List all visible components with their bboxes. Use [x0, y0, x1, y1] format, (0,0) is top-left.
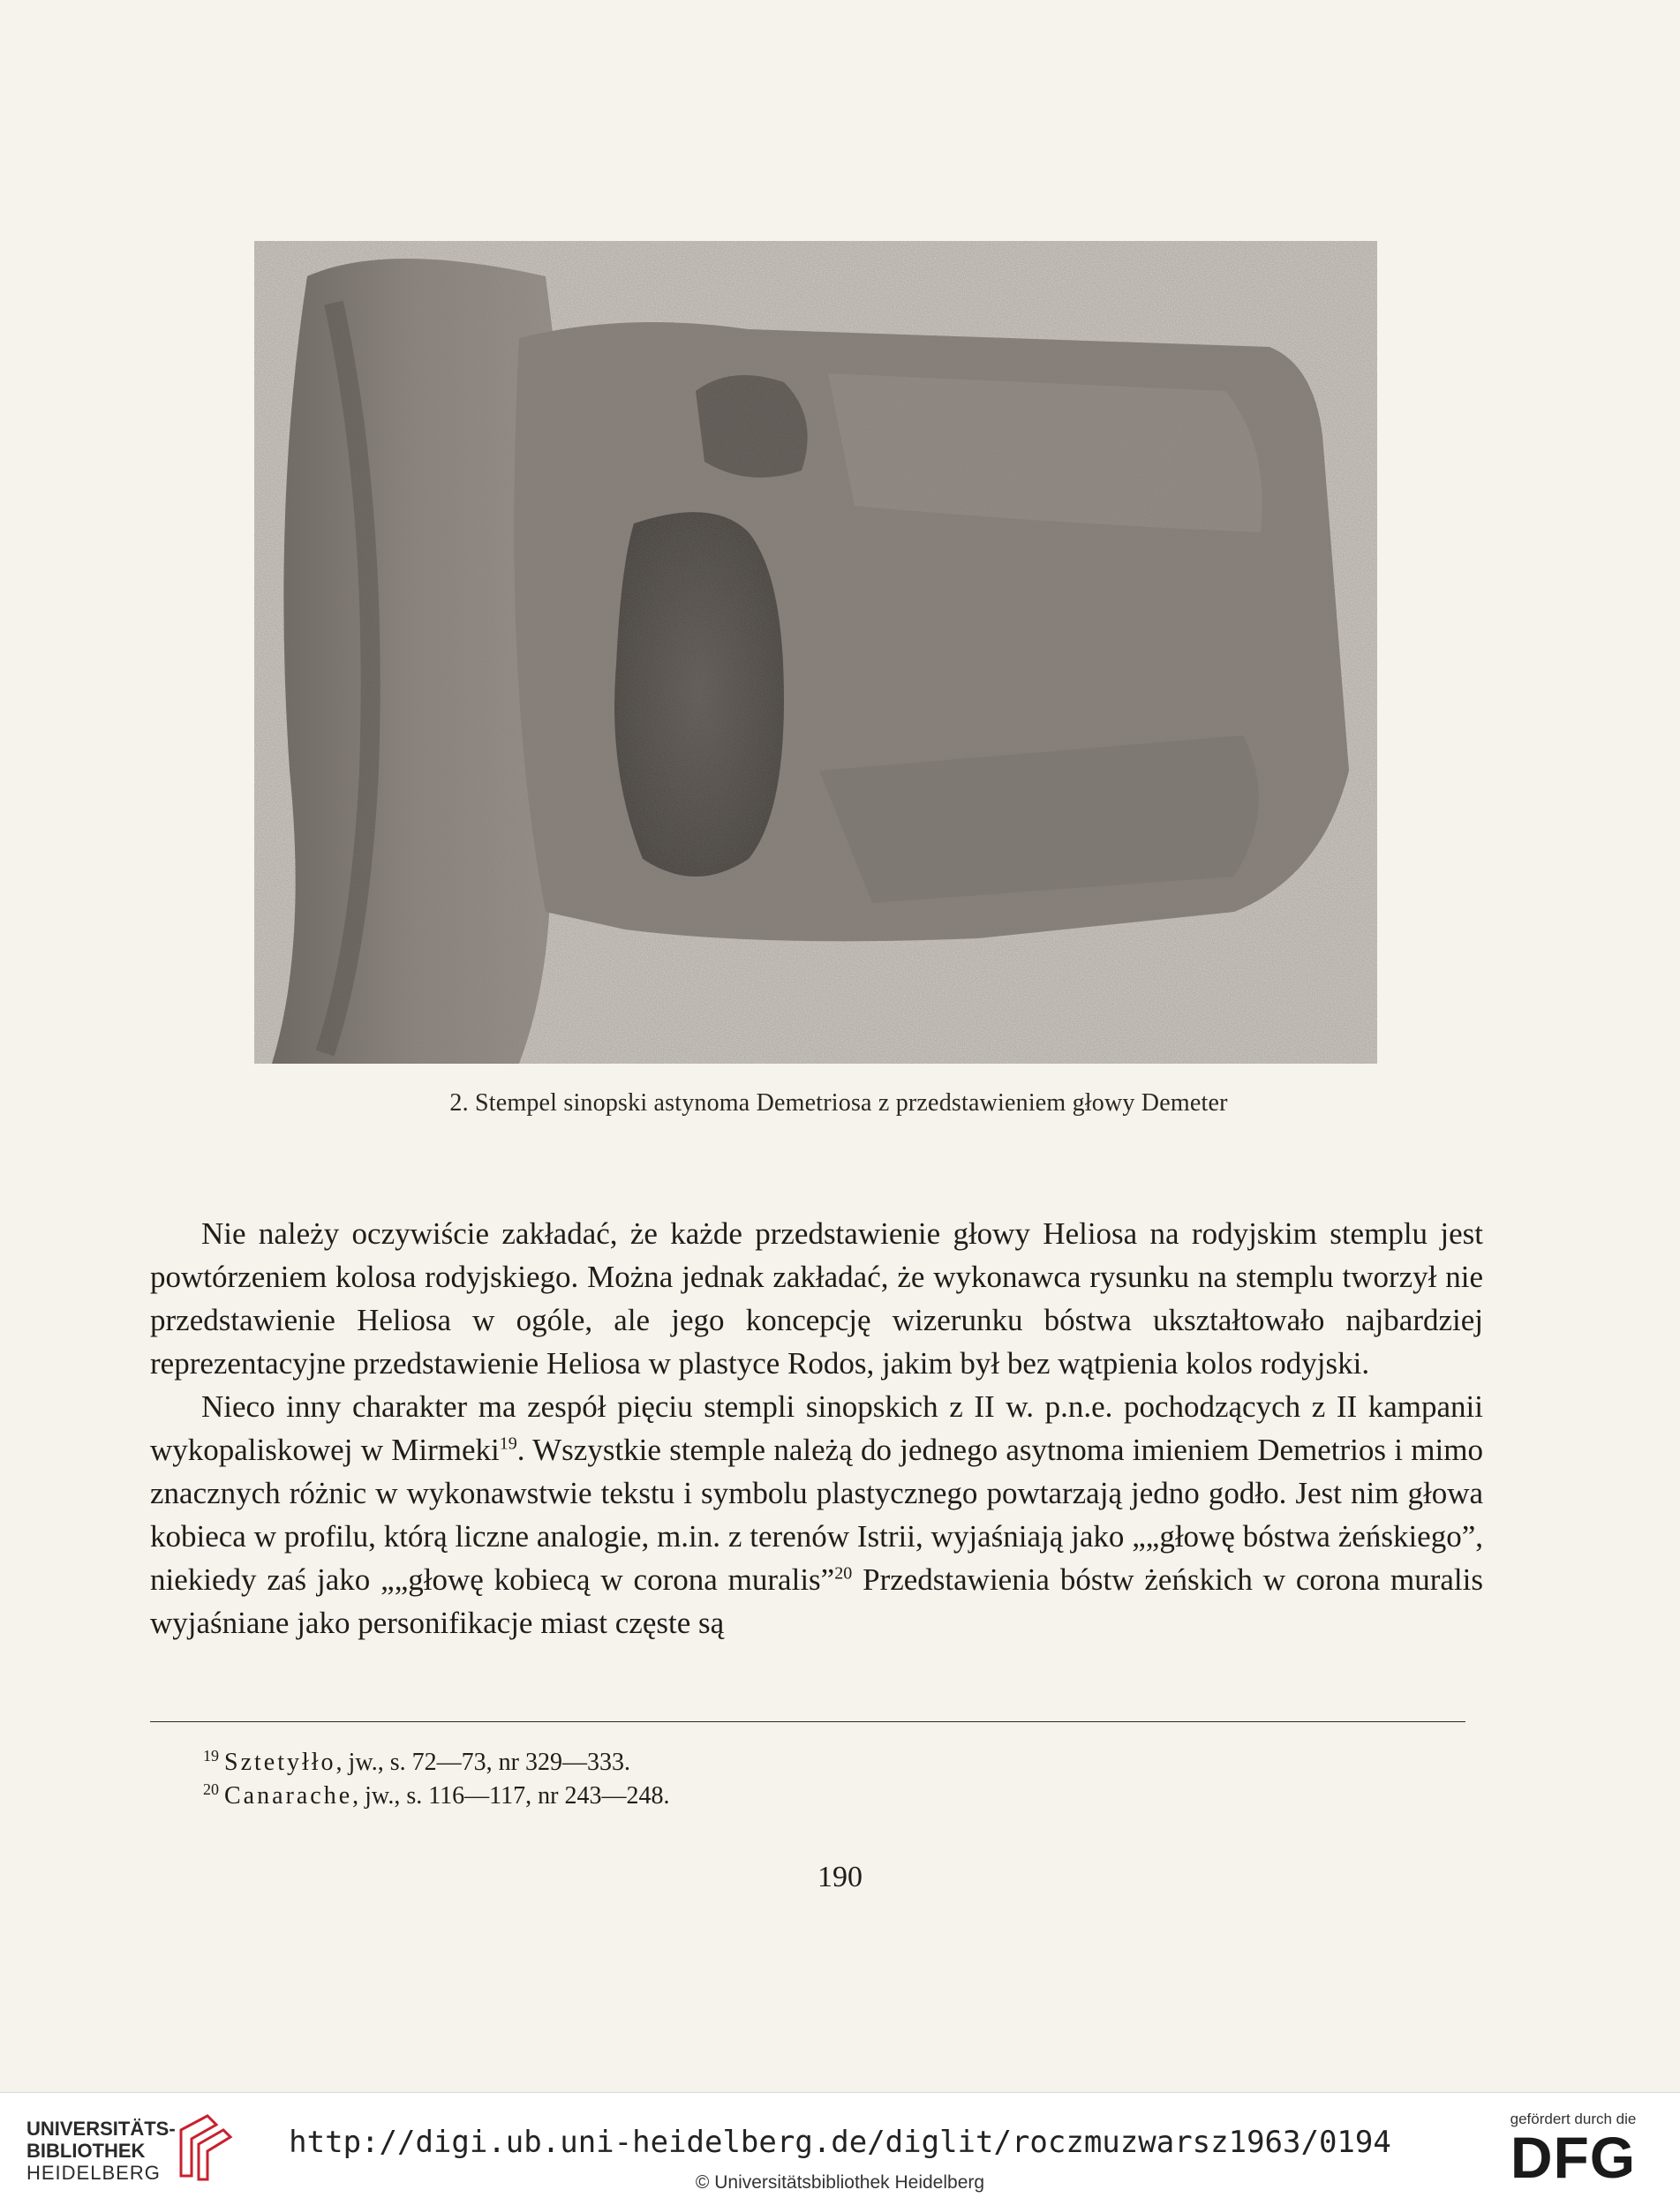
footnote-ref-20[interactable]: 20 [834, 1563, 853, 1584]
figure-caption: 2. Stempel sinopski astynoma Demetriosa z przedstawieniem głowy Demeter [449, 1089, 1228, 1117]
footnote-text: , jw., s. 116—117, nr 243—248. [352, 1782, 670, 1810]
funded-by-label: gefördert durch die [1510, 2111, 1637, 2127]
library-name-line-1: UNIVERSITÄTS- [26, 2118, 176, 2140]
viewer-footer [0, 2092, 1680, 2205]
library-name-line-3: HEIDELBERG [26, 2162, 161, 2184]
footnote-text: , jw., s. 72—73, nr 329—333. [335, 1749, 630, 1776]
stamp-photograph [254, 241, 1377, 1064]
paragraph-2-part-b: . Wszystkie stemple należą do jednego asytnoma imieniem Demetrios i mimo znacznych różnic w wykonawstwie tekstu i symbolu plastycznego powtarzają jedno godło. Jest nim głowa kobieca w profilu, którą liczne analogie, m.in. z terenów Istrii, wyjaśniają jako „„głowę bóstwa żeńskiego”, niekiedy zaś jako „„głowę kobiecą w corona muralis” [150, 1433, 1483, 1597]
footnote-divider [150, 1721, 1465, 1722]
footnote-author: Canarache [224, 1782, 353, 1810]
amphora-handle-stamp-image [254, 241, 1377, 1064]
paragraph-1: Nie należy oczywiście zakładać, że każde przedstawienie głowy Heliosa na rodyjskim stemplu jest powtórzeniem kolosa rodyjskiego. Można jednak zakładać, że wykonawca rysunku na stemplu tworzył nie przedstawienie Heliosa w ogóle, ale jego koncepcję wizerunku bóstwa ukształtowało najbardziej reprezentacyjne przedstawienie Heliosa w plastyce Rodos, jakim był bez wątpienia kolos rodyjski. [150, 1216, 1483, 1381]
dfg-wordmark: DFG [1510, 2125, 1637, 2190]
paragraph-2 [150, 1385, 1483, 1644]
footnote-author: Sztetyłło [224, 1749, 336, 1776]
body-text [150, 1212, 1483, 1644]
paragraph-2-part-a: Nieco inny charakter ma zespół pięciu stempli sinopskich z II w. p.n.e. pochodzących z II kampanii wykopaliskowej w Mirmeki [150, 1389, 1483, 1467]
footnotes [203, 1746, 669, 1813]
permalink-url[interactable]: http://digi.ub.uni-heidelberg.de/diglit/roczmuzwarsz1963/0194 [289, 2125, 1391, 2160]
footnote-19 [203, 1746, 669, 1780]
footnote-20 [203, 1780, 669, 1813]
page-number: 190 [817, 1861, 863, 1893]
footnote-number: 20 [203, 1780, 219, 1798]
footnote-ref-19[interactable]: 19 [499, 1434, 517, 1454]
footnote-number: 19 [203, 1746, 219, 1765]
paragraph-2-part-c: Przedstawienia bóstw żeńskich w corona muralis wyjaśniane jako personifikacje miast częste są [150, 1562, 1483, 1640]
library-name-line-2: BIBLIOTHEK [26, 2140, 146, 2162]
dfg-logo[interactable] [1498, 2111, 1648, 2190]
copyright-notice: © Universitätsbibliothek Heidelberg [695, 2172, 985, 2193]
